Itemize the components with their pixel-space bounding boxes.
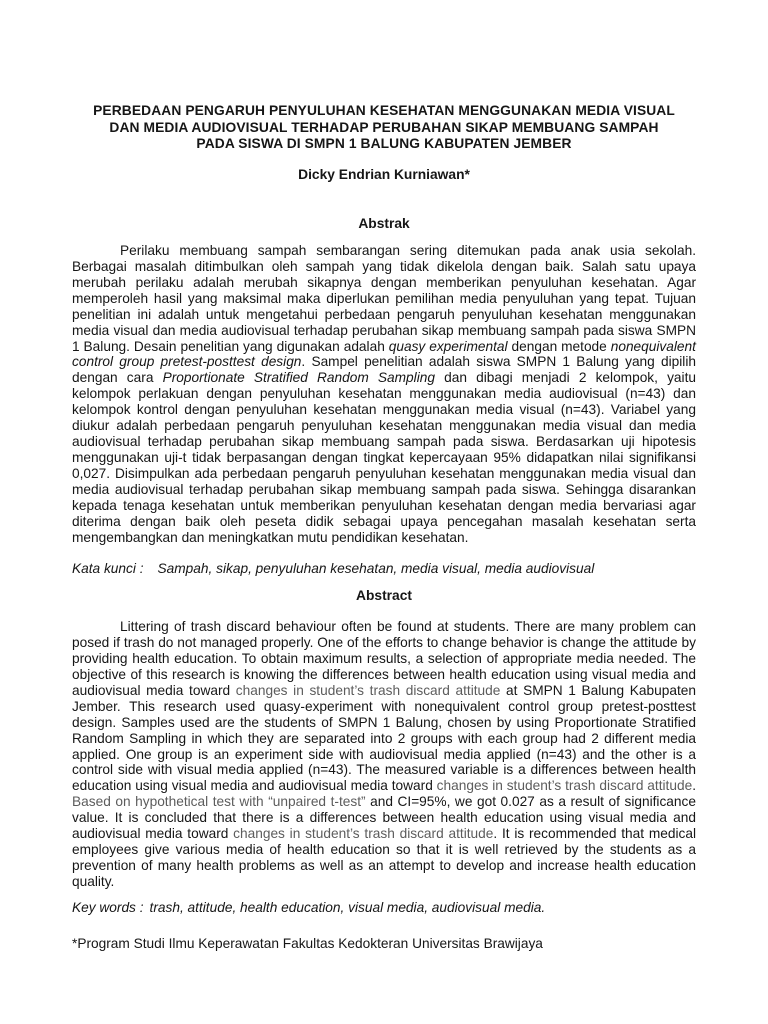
kata-kunci-value: Sampah, sikap, penyuluhan kesehatan, media visual, media audiovisual [157,560,595,576]
text-segment: . Sampel penelitian adalah siswa SMPN 1 Balung yang dipilih dengan cara [72,354,696,386]
text-segment: dan dibagi menjadi 2 kelompok, yaitu kelompok perlakuan dengan penyuluhan kesehatan menggunakan media audiovisual (n=43) dan kelompok kontrol dengan penyuluhan kesehatan menggunakan media visual (n=43). Variabel yang diukur adalah perbedaan pengaruh penyuluhan kesehatan menggunakan media visual dan media audiovisual terhadap perubahan sikap membuang sampah pada siswa. Berdasarkan uji hipotesis menggunakan uji-t tidak berpasangan dengan tingkat kepercayaan 95% didapatkan nilai signifikansi 0,027. Disimpulkan ada perbedaan pengaruh penyuluhan kesehatan menggunakan media visual dan media audiovisual terhadap perubahan sikap membuang sampah pada siswa. Sehingga disarankan kepada tenaga kesehatan untuk memberikan penyuluhan kesehatan dengan media bervariasi agar diterima dengan baik oleh peseta didik sebagai upaya pencegahan masalah kesehatan serta mengembangkan dan meningkatkan mutu pendidikan kesehatan. [72,370,697,545]
paper-title [72,103,696,153]
text-segment: dengan metode [507,338,611,354]
text-segment: Perilaku membuang sampah sembarangan sering ditemukan pada anak usia sekolah. Berbagai masalah ditimbulkan oleh sampah yang tidak dikelola dengan baik. Salah satu upaya merubah perilaku adalah merubah sikapnya dengan memberikan penyuluhan kesehatan. Agar memperoleh hasil yang maksimal maka diperlukan pemilihan media penyuluhan yang tepat. Tujuan penelitian ini adalah untuk mengetahui perbedaan pengaruh penyuluhan kesehatan menggunakan media visual dan media audiovisual terhadap perubahan sikap membuang sampah pada siswa SMPN 1 Balung. Desain penelitian yang digunakan adalah [72,242,696,354]
key-words-value: trash, attitude, health education, visual media, audiovisual media. [149,900,546,916]
text-segment: and CI=95%, we got 0.027 as a result of significance value. It is concluded that there is a differences between health education using visual media and audiovisual media toward [72,794,696,842]
text-segment-muted: changes in student’s trash discard attitude [235,682,501,698]
text-segment-muted: changes in student’s trash discard attitude [436,778,693,794]
text-segment: . It is recommended that medical employees give various media of health education so that it is well retrieved by the students as a prevention of many health problems as well as an attempt to develop and increase health education quality. [72,826,697,890]
text-segment-muted: changes in student’s trash discard attitude [233,826,494,842]
kata-kunci-line [72,561,696,577]
abstract-paragraph [72,619,696,890]
abstrak-heading: Abstrak [358,215,410,231]
kata-kunci-label: Kata kunci : [72,560,144,576]
key-words-label: Key words : [72,900,144,916]
text-segment-italic: Proportionate Stratified Random Sampling [162,370,435,386]
text-segment: at SMPN 1 Balung Kabupaten Jember. This research used quasy-experiment with nonequivalent control group pretest-posttest design. Samples used are the students of SMPN 1 Balung, chosen by using Proportionate Stratified Random Sampling in which they are separated into 2 groups with each group had 2 different media applied. One group is an experiment side with audiovisual media applied (n=43) and the other is a control side with visual media applied (n=43). The measured variable is a differences between health education using visual media and audiovisual media toward [72,682,696,794]
author-name: Dicky Endrian Kurniawan* [298,166,470,182]
abstract-heading: Abstract [356,587,412,603]
abstrak-paragraph [72,243,696,546]
paper-title-line-1: PERBEDAAN PENGARUH PENYULUHAN KESEHATAN MENGGUNAKAN MEDIA VISUAL [93,103,675,118]
text-segment: Littering of trash discard behaviour often be found at students. There are many problem can posed if trash do not managed properly. One of the efforts to change behavior is change the attitude by providing health education. To obtain maximum results, a selection of appropriate media needed. The objective of this research is knowing the differences between health education using visual media and audiovisual media toward [72,618,696,698]
paper-title-line-3: PADA SISWA DI SMPN 1 BALUNG KABUPATEN JEMBER [196,136,572,152]
key-words-line [72,900,696,916]
paper-title-line-2: DAN MEDIA AUDIOVISUAL TERHADAP PERUBAHAN SIKAP MEMBUANG SAMPAH [109,119,659,135]
text-segment: . [692,778,696,794]
affiliation-footnote: *Program Studi Ilmu Keperawatan Fakultas Kedokteran Universitas Brawijaya [72,936,543,952]
text-segment-italic: quasy experimental [388,338,508,354]
text-segment-italic: nonequivalent control group pretest-posttest design [72,338,696,370]
text-segment-muted: Based on hypothetical test with “unpaired t-test” [72,794,366,810]
